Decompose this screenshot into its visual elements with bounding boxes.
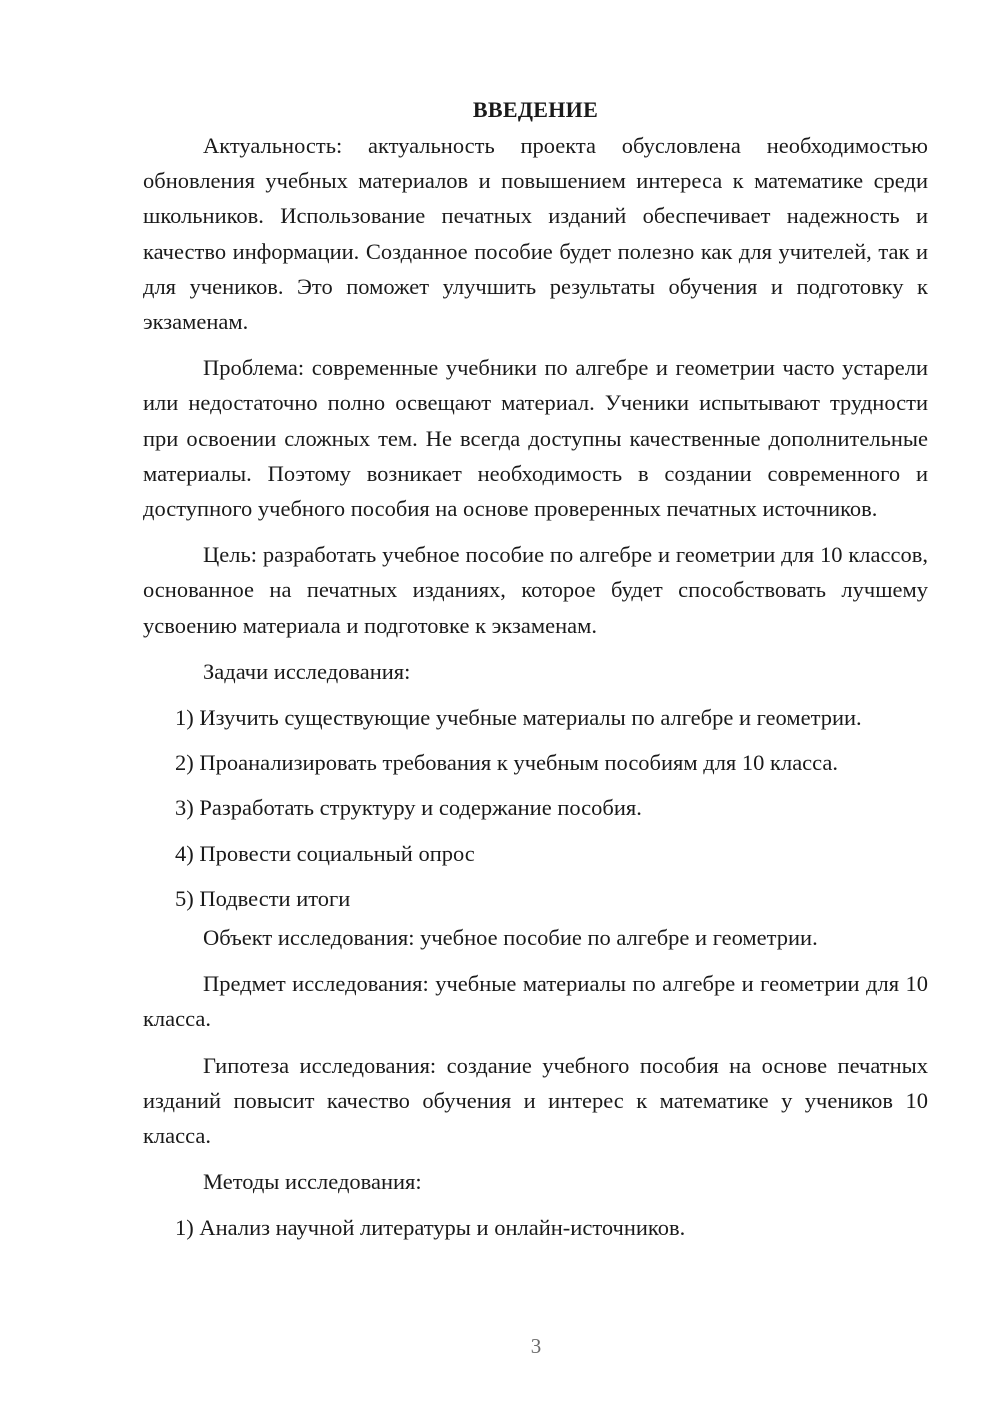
method-item: 1) Анализ научной литературы и онлайн-источников.	[175, 1215, 686, 1241]
problem-paragraph: Проблема: современные учебники по алгебре и геометрии часто устарели или недостаточно полно освещают материал. Ученики испытывают трудности при освоении сложных тем. Не всегда доступны качественные дополнительные материалы. Поэтому возникает необходимость в создании современного и доступного учебного пособия на основе проверенных печатных источников.	[143, 355, 928, 522]
hypothesis-paragraph: Гипотеза исследования: создание учебного пособия на основе печатных изданий повысит качество обучения и интерес к математике у учеников 10 класса.	[143, 1052, 928, 1149]
methods-title: Методы исследования:	[203, 1169, 422, 1195]
task-item: 1) Изучить существующие учебные материалы по алгебре и геометрии.	[175, 705, 862, 731]
task-item: 5) Подвести итоги	[175, 885, 351, 911]
document-page	[143, 92, 928, 1256]
page-number: 3	[530, 1334, 542, 1358]
relevance-paragraph: Актуальность: актуальность проекта обусловлена необходимостью обновления учебных материалов и повышением интереса к математике среди школьников. Использование печатных изданий обеспечивает надежность и качество информации. Созданное пособие будет полезно как для учителей, так и для учеников. Это поможет улучшить результаты обучения и подготовку к экзаменам.	[143, 133, 928, 335]
task-item: 2) Проанализировать требования к учебным пособиям для 10 класса.	[175, 750, 839, 776]
subject-paragraph: Предмет исследования: учебные материалы по алгебре и геометрии для 10 класса.	[143, 971, 928, 1032]
section-heading: ВВЕДЕНИЕ	[472, 97, 599, 122]
goal-paragraph: Цель: разработать учебное пособие по алгебре и геометрии для 10 классов, основанное на печатных изданиях, которое будет способствовать лучшему усвоению материала и подготовке к экзаменам.	[143, 542, 928, 638]
task-item: 3) Разработать структуру и содержание пособия.	[175, 795, 642, 821]
task-item: 4) Провести социальный опрос	[175, 840, 475, 866]
tasks-title: Задачи исследования:	[203, 658, 411, 684]
object-paragraph: Объект исследования: учебное пособие по алгебре и геометрии.	[203, 925, 818, 951]
